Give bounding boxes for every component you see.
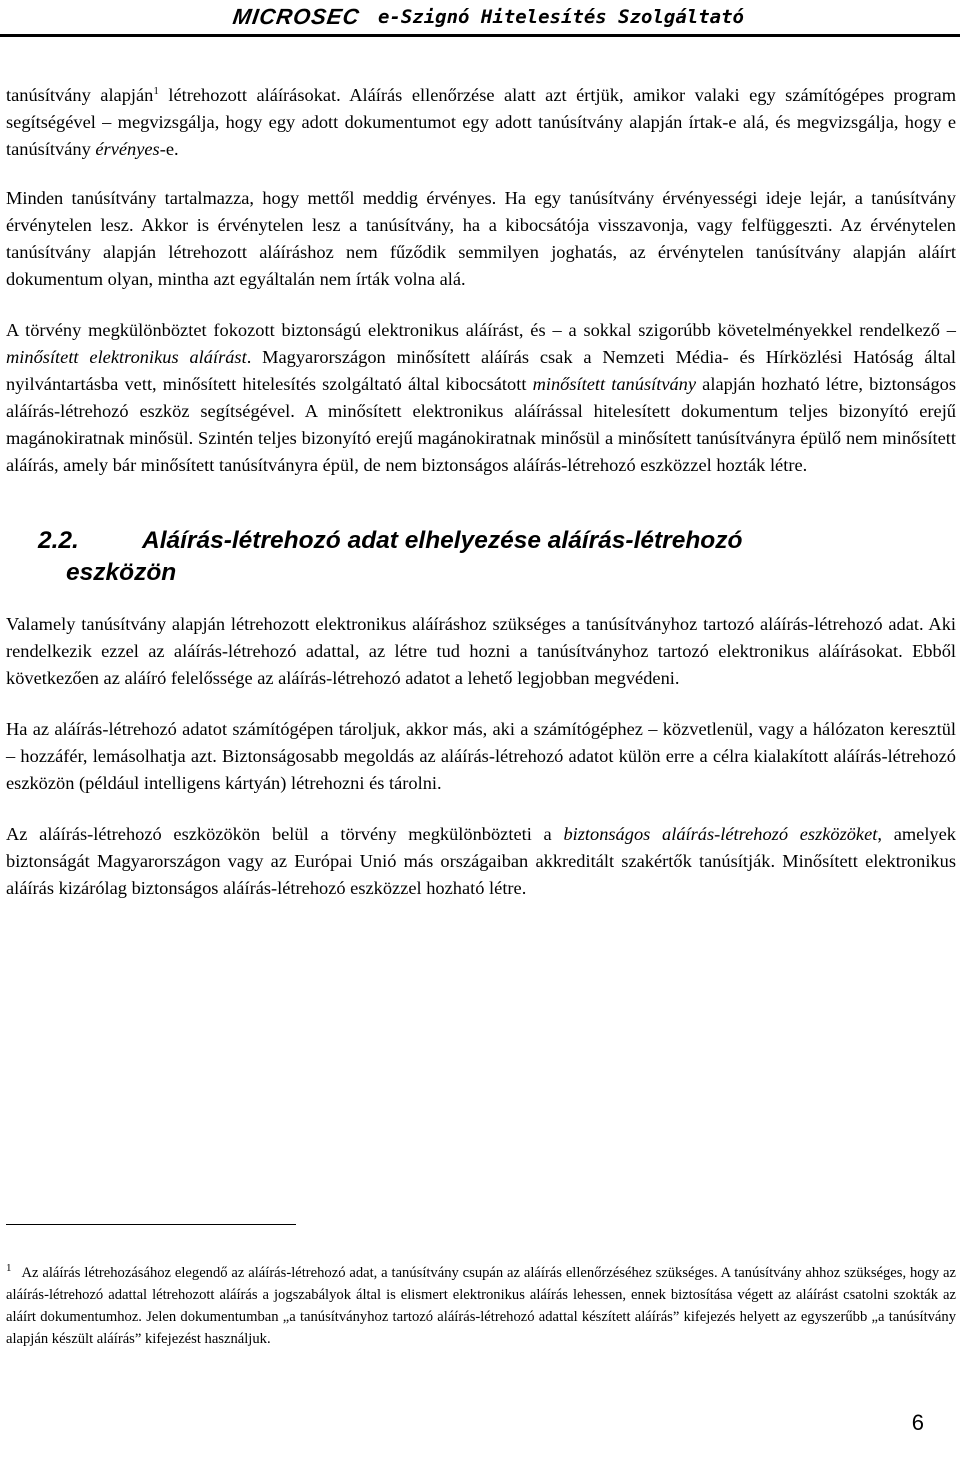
page-number: 6 <box>911 1410 924 1435</box>
section-title-line2: eszközön <box>66 559 177 586</box>
paragraph-certificate-validity: Minden tanúsítvány tartalmazza, hogy mettől meddig érvényes. Ha egy tanúsítvány érvényességi ideje lejár, a tanúsítvány érvénytelen lesz. Akkor is érvénytelen lesz a tanúsítvány, ha a kibocsátója visszavonja, vagy felfüggeszti. Az érvénytelen tanúsítvány alapján létrehozott aláíráshoz nem fűződik semmilyen joghatás, az érvénytelen tanúsítvány alapján aláírt dokumentum olyan, mintha azt egyáltalán nem írták volna alá. <box>6 188 956 289</box>
footnote-separator <box>6 1224 296 1225</box>
page-header <box>0 0 960 34</box>
header-service-name: e-Szignó Hitelesítés Szolgáltató <box>377 6 744 28</box>
header-rule <box>0 34 960 37</box>
paragraph-secure-devices: Az aláírás-létrehozó eszközökön belül a törvény megkülönbözteti a biztonságos aláírás-létrehozó eszközöket, amelyek biztonságát Magyarországon vagy az Európai Unió más országaiban akkreditált szakértők tanúsítják. Minősített elektronikus aláírás kizárólag biztonságos aláírás-létrehozó eszközzel hozható létre. <box>6 824 956 898</box>
section-heading <box>6 525 956 589</box>
document-body <box>6 82 956 926</box>
paragraph-signature-verification: tanúsítvány alapján$^1$ létrehozott aláírásokat. Aláírás ellenőrzése alatt azt értjük, amikor valaki egy számítógépes program segítségével – megvizsgálja, hogy egy adott dokumentumot egy adott tanúsítvány alapján írtak-e alá, és megvizsgálja, hogy e tanúsítvány érvényes-e. <box>6 84 956 159</box>
footnote <box>6 1262 956 1350</box>
footnote-text: Az aláírás létrehozásához elegendő az aláírás-létrehozó adat, a tanúsítvány csupán az aláírás ellenőrzéséhez szükséges. A tanúsítvány ahhoz szükséges, hogy az aláírás-létrehozó adattal létrehozott aláírás a jogszabályok által is elismert elektronikus aláírás lehessen, ennek biztosítása végett az aláírást csatolni szokták az aláírt dokumentumhoz. Jelen dokumentumban „a tanúsítványhoz tartozó aláírás-létrehozó adattal készített aláírás” kifejezés helyett az egyszerűbb „a tanúsítvány alapján készült aláírás” kifejezést használjuk. <box>6 1265 956 1347</box>
paragraph-qualified-signature: A törvény megkülönböztet fokozott biztonságú elektronikus aláírást, és – a sokkal szigorúbb követelményekkel rendelkező – minősített elektronikus aláírást. Magyarországon minősített aláírás csak a Nemzeti Média- és Hírközlési Hatóság által nyilvántartásba vett, minősített hitelesítés szolgáltató által kibocsátott minősített tanúsítvány alapján hozható létre, biztonságos aláírás-létrehozó eszköz segítségével. A minősített elektronikus aláírással hitelesített dokumentum teljes bizonyító erejű magánokiratnak minősül. Szintén teljes bizonyító erejű magánokiratnak minősül a minősített tanúsítványra épülő nem minősített aláírás, amely bár minősített tanúsítványra épül, de nem biztonságos aláírás-létrehozó eszközzel hozták létre. <box>6 320 956 475</box>
footnote-reference[interactable]: 1 <box>153 84 159 97</box>
paragraph-signature-creation-data: Valamely tanúsítvány alapján létrehozott elektronikus aláíráshoz szükséges a tanúsítványhoz tartozó aláírás-létrehozó adat. Aki rendelkezik ezzel az aláírás-létrehozó adattal, az létre tud hozni a tanúsítványhoz tartozó elektronikus aláírásokat. Ebből következően az aláíró felelőssége az aláírás-létrehozó adatot a lehető legjobban megvédeni. <box>6 614 956 688</box>
paragraph-storage-security: Ha az aláírás-létrehozó adatot számítógépen tároljuk, akkor más, aki a számítógéphez – közvetlenül, vagy a hálózaton keresztül – hozzáfér, lemásolhatja azt. Biztonságosabb megoldás az aláírás-létrehozó adatot külön erre a célra kialakított aláírás-létrehozó eszközön (például intelligens kártyán) létrehozni és tárolni. <box>6 719 956 793</box>
section-title-line1: Aláírás-létrehozó adat elhelyezése aláírás-létrehozó <box>142 527 743 554</box>
section-number: 2.2. <box>38 527 79 554</box>
microsec-logo: MICROSEC <box>231 4 362 29</box>
footnote-mark: 1 <box>6 1262 12 1275</box>
